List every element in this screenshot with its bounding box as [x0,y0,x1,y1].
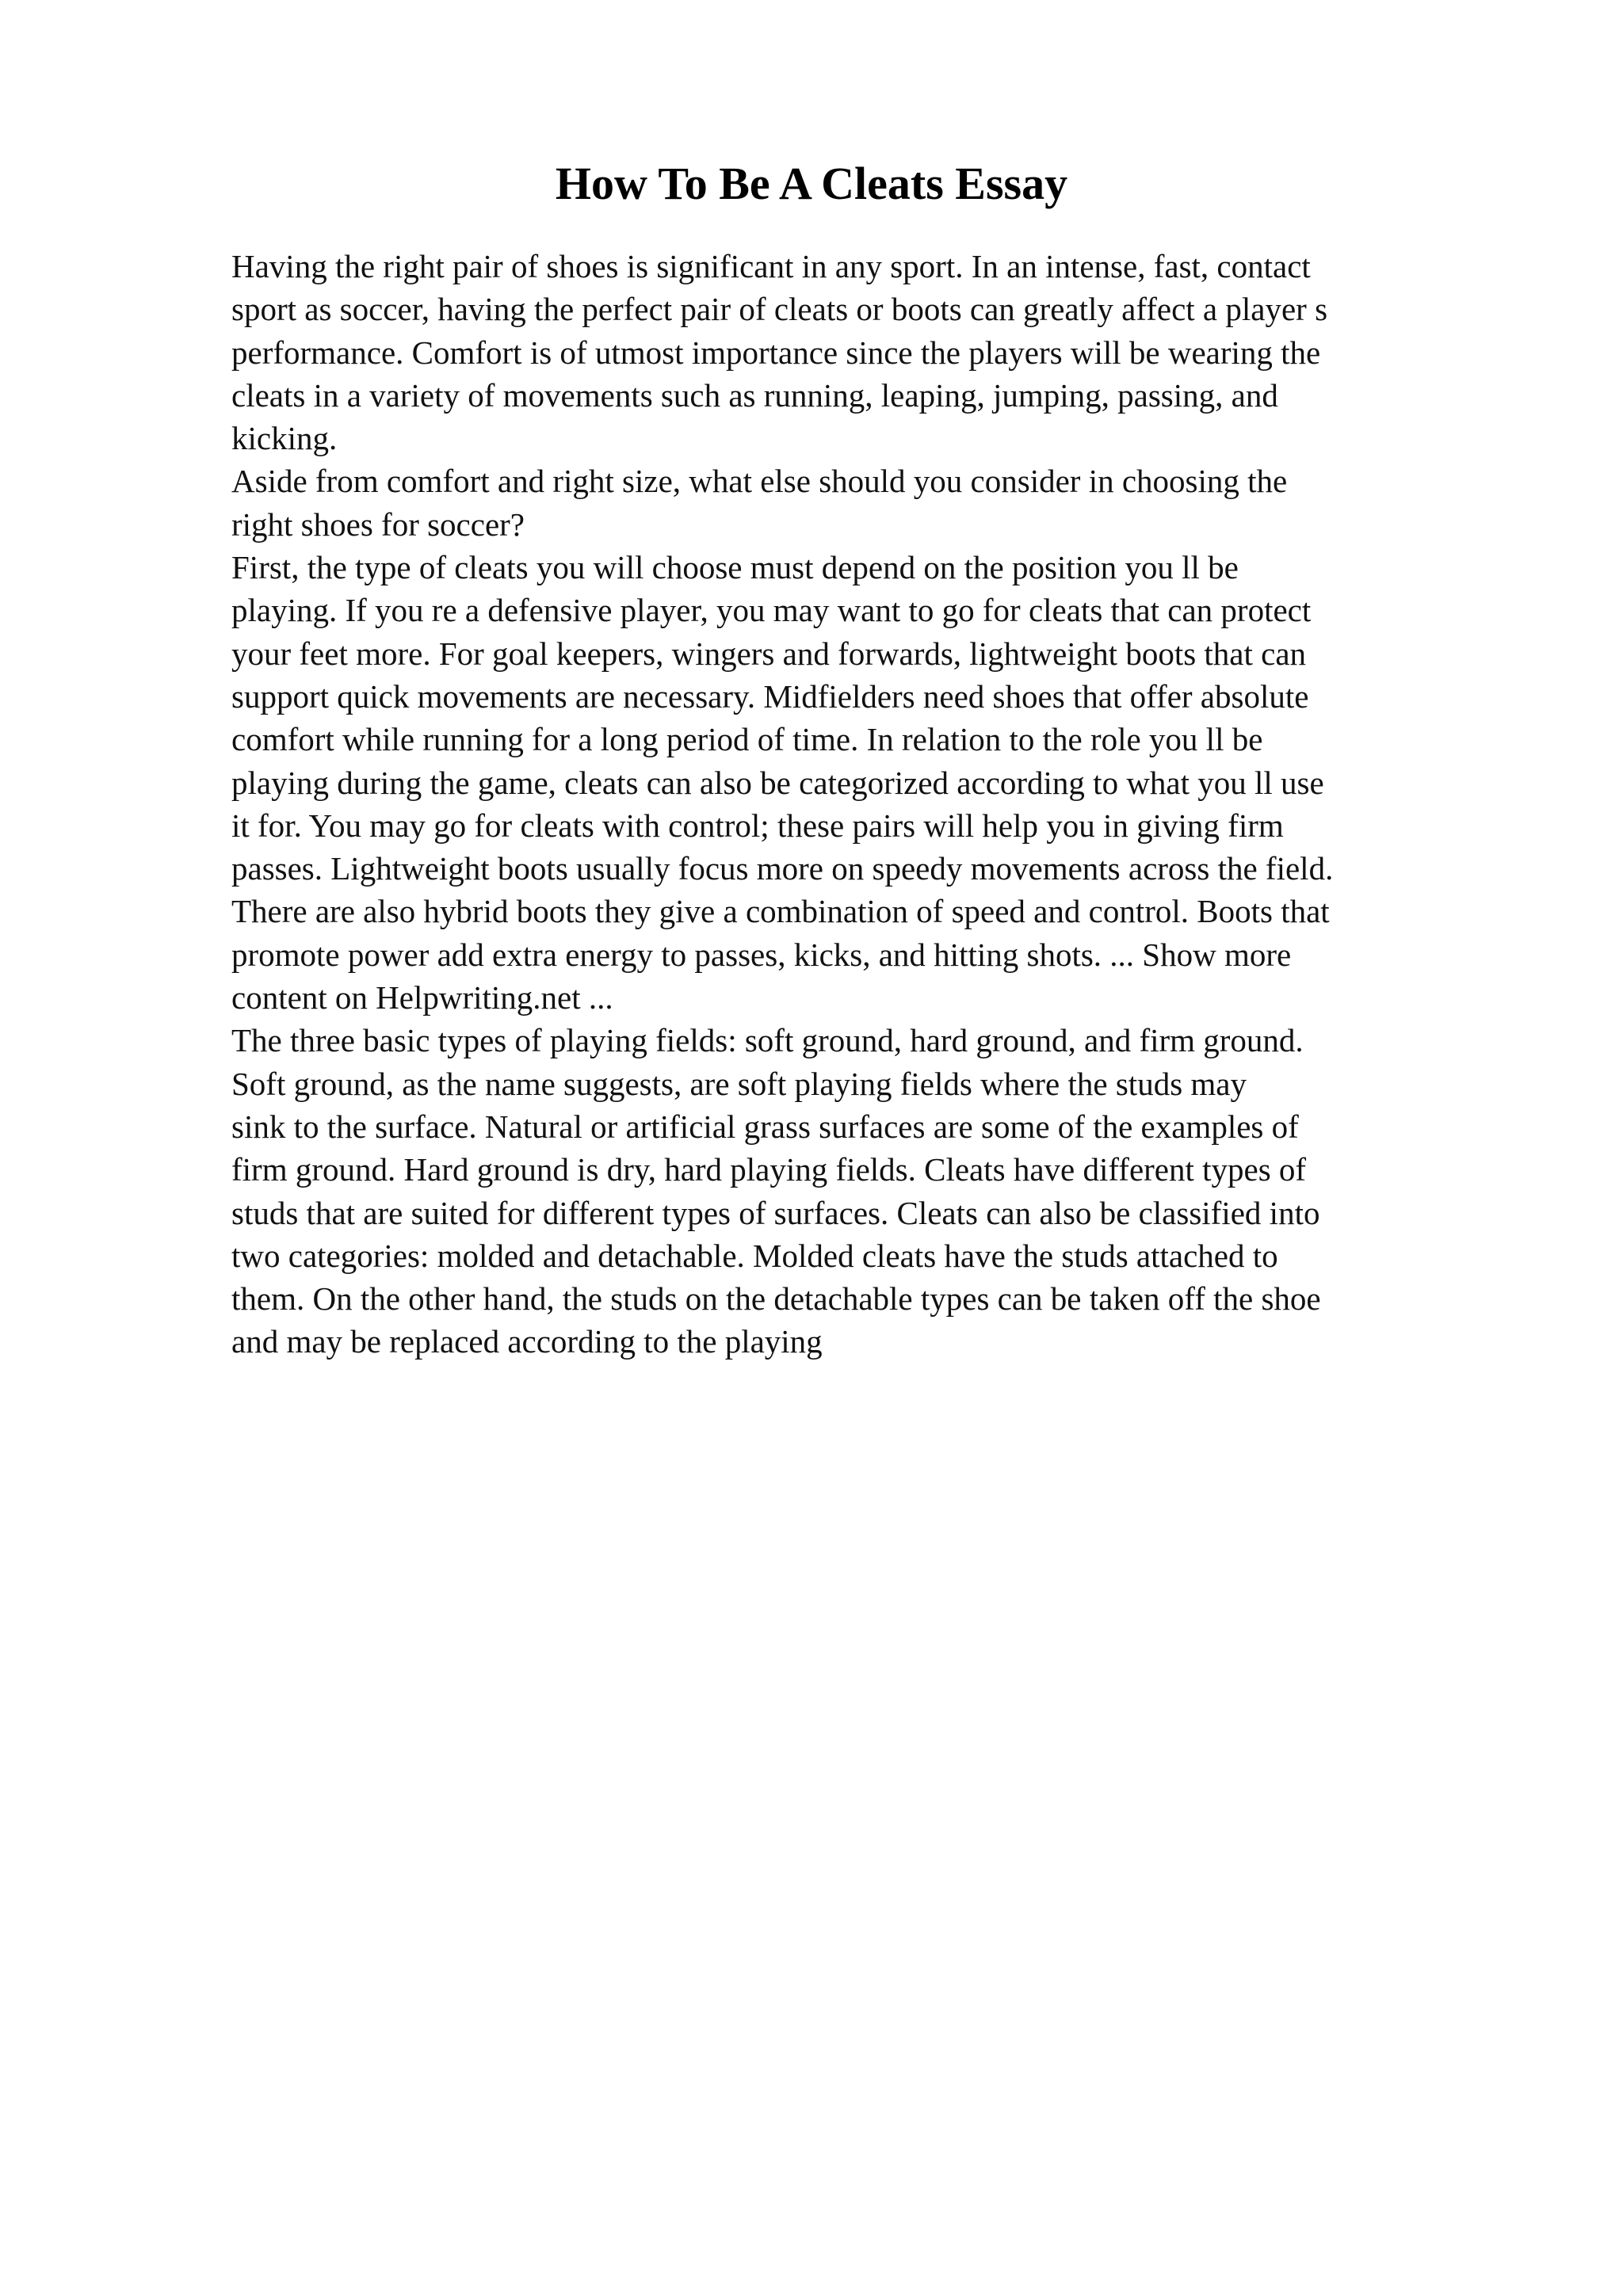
body-line: cleats in a variety of movements such as running, leaping, jumping, passing, and [231,376,1278,414]
body-line: The three basic types of playing fields: soft ground, hard ground, and firm ground. [231,1022,1304,1059]
body-line: and may be replaced according to the playing [231,1323,823,1360]
body-line: kicking. [231,420,338,457]
body-line: Aside from comfort and right size, what else should you consider in choosing the [231,463,1288,500]
body-line: Soft ground, as the name suggests, are soft playing fields where the studs may [231,1065,1247,1102]
body-line: support quick movements are necessary. Midfielders need shoes that offer absolute [231,677,1309,715]
body-line: sink to the surface. Natural or artificial grass surfaces are some of the examples of [231,1108,1299,1145]
body-line: playing during the game, cleats can also be categorized according to what you ll use [231,764,1324,801]
body-line: passes. Lightweight boots usually focus more on speedy movements across the field. [231,850,1334,887]
body-line: comfort while running for a long period of time. In relation to the role you ll be [231,721,1263,758]
body-line: studs that are suited for different types of surfaces. Cleats can also be classified into [231,1194,1320,1231]
body-line: Having the right pair of shoes is significant in any sport. In an intense, fast, contact [231,248,1311,284]
body-line: two categories: molded and detachable. Molded cleats have the studs attached to [231,1237,1278,1274]
body-line: it for. You may go for cleats with control; these pairs will help you in giving firm [231,807,1284,844]
body-line: promote power add extra energy to passes, kicks, and hitting shots. ... Show more [231,936,1292,973]
body-line: your feet more. For goal keepers, wingers and forwards, lightweight boots that can [231,635,1307,672]
body-line: There are also hybrid boots they give a combination of speed and control. Boots that [231,893,1330,930]
body-line: them. On the other hand, the studs on the detachable types can be taken off the shoe [231,1280,1321,1318]
body-line: content on Helpwriting.net ... [231,979,613,1016]
document-body [231,245,1499,1363]
body-line: playing. If you re a defensive player, you may want to go for cleats that can protect [231,592,1312,629]
body-line: sport as soccer, having the perfect pair of cleats or boots can greatly affect a player s [231,291,1328,328]
body-line: right shoes for soccer? [231,505,525,543]
body-line: performance. Comfort is of utmost importance since the players will be wearing the [231,334,1321,371]
document-title: How To Be A Cleats Essay [555,158,1068,209]
body-line: firm ground. Hard ground is dry, hard playing fields. Cleats have different types of [231,1151,1307,1188]
body-line: First, the type of cleats you will choose must depend on the position you ll be [231,549,1239,586]
